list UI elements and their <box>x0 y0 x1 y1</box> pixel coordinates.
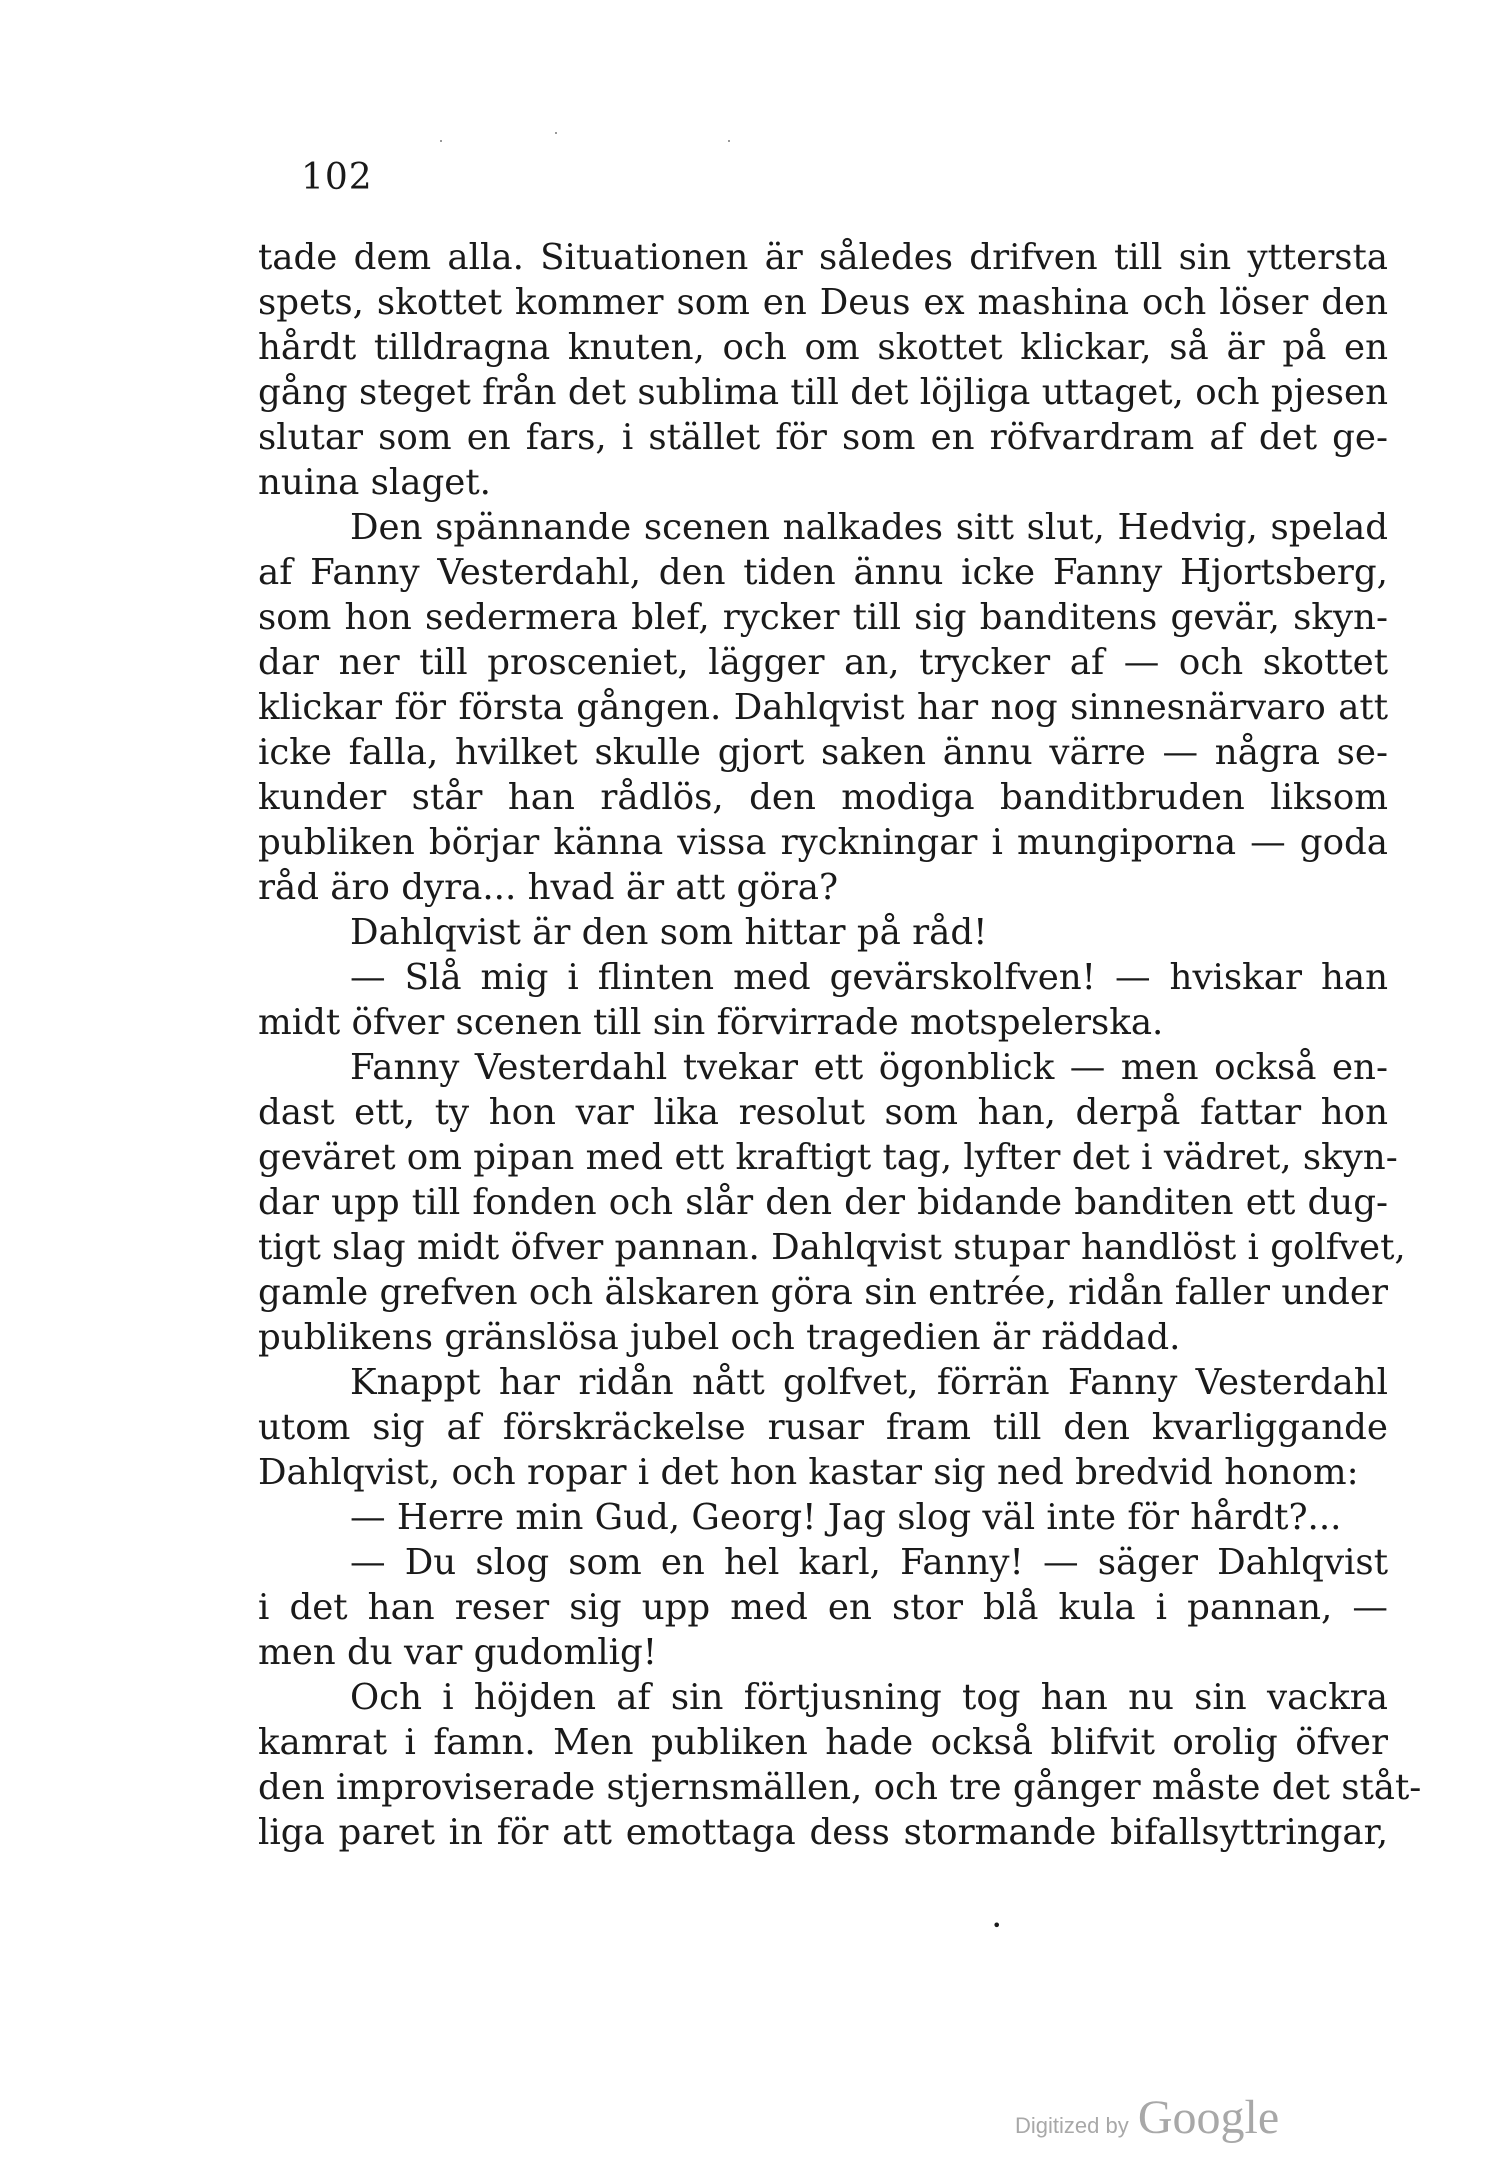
text-line: spets, skottet kommer som en Deus ex mashina och löser den <box>258 282 1388 323</box>
text-line: tade dem alla. Situationen är således drifven till sin yttersta <box>258 237 1388 278</box>
text-line: hårdt tilldragna knuten, och om skottet klickar, så är på en <box>258 327 1388 368</box>
text-line: tigt slag midt öfver pannan. Dahlqvist stupar handlöst i golfvet, <box>258 1227 1406 1268</box>
watermark-prefix: Digitized by <box>1015 2113 1129 2138</box>
google-logo: Google <box>1137 2091 1280 2144</box>
text-line: — Du slog som en hel karl, Fanny! — säger Dahlqvist <box>350 1542 1388 1583</box>
text-line: icke falla, hvilket skulle gjort saken ännu värre — några se- <box>258 732 1388 773</box>
text-line: dar ner till prosceniet, lägger an, trycker af — och skottet <box>258 642 1388 683</box>
text-line: i det han reser sig upp med en stor blå kula i pannan, — <box>258 1587 1388 1628</box>
text-line: dar upp till fonden och slår den der bidande banditen ett dug- <box>258 1182 1388 1223</box>
text-line: dast ett, ty hon var lika resolut som han, derpå fattar hon <box>258 1092 1388 1133</box>
text-line: men du var gudomlig! <box>258 1632 658 1673</box>
printer-mark: • <box>992 1916 1002 1935</box>
text-line: nuina slaget. <box>258 462 491 503</box>
text-line: geväret om pipan med ett kraftigt tag, lyfter det i vädret, skyn- <box>258 1137 1398 1178</box>
text-line: utom sig af förskräckelse rusar fram till den kvarliggande <box>258 1407 1388 1448</box>
text-line: publikens gränslösa jubel och tragedien är räddad. <box>258 1317 1181 1358</box>
text-line: klickar för första gången. Dahlqvist har nog sinnesnärvaro att <box>258 687 1388 728</box>
text-line: Dahlqvist är den som hittar på råd! <box>350 912 988 953</box>
text-line: — Herre min Gud, Georg! Jag slog väl inte för hårdt?... <box>350 1497 1342 1538</box>
text-line: — Slå mig i flinten med gevärskolfven! — hviskar han <box>350 957 1388 998</box>
text-line: gång steget från det sublima till det löjliga uttaget, och pjesen <box>258 372 1388 413</box>
text-line: midt öfver scenen till sin förvirrade motspelerska. <box>258 1002 1164 1043</box>
text-line: af Fanny Vesterdahl, den tiden ännu icke Fanny Hjortsberg, <box>258 552 1388 593</box>
text-line: publiken börjar känna vissa ryckningar i mungiporna — goda <box>258 822 1388 863</box>
digitized-watermark <box>1015 2090 1279 2145</box>
text-line: gamle grefven och älskaren göra sin entrée, ridån faller under <box>258 1272 1388 1313</box>
body-text <box>258 235 1422 1855</box>
text-line: den improviserade stjernsmällen, och tre gånger måste det ståt- <box>258 1767 1422 1808</box>
text-line: Och i höjden af sin förtjusning tog han nu sin vackra <box>350 1677 1388 1718</box>
text-line: Dahlqvist, och ropar i det hon kastar sig ned bredvid honom: <box>258 1452 1359 1493</box>
text-line: Den spännande scenen nalkades sitt slut, Hedvig, spelad <box>350 507 1388 548</box>
text-line: Knappt har ridån nått golfvet, förrän Fanny Vesterdahl <box>350 1362 1388 1403</box>
text-line: liga paret in för att emottaga dess stormande bifallsyttringar, <box>258 1812 1388 1853</box>
page-number: 102 <box>301 157 373 198</box>
text-line: kamrat i famn. Men publiken hade också blifvit orolig öfver <box>258 1722 1388 1763</box>
text-line: som hon sedermera blef, rycker till sig banditens gevär, skyn- <box>258 597 1388 638</box>
text-line: slutar som en fars, i stället för som en röfvardram af det ge- <box>258 417 1388 458</box>
text-line: kunder står han rådlös, den modiga banditbruden liksom <box>258 777 1388 818</box>
text-line: råd äro dyra... hvad är att göra? <box>258 867 839 908</box>
text-line: Fanny Vesterdahl tvekar ett ögonblick — men också en- <box>350 1047 1388 1088</box>
